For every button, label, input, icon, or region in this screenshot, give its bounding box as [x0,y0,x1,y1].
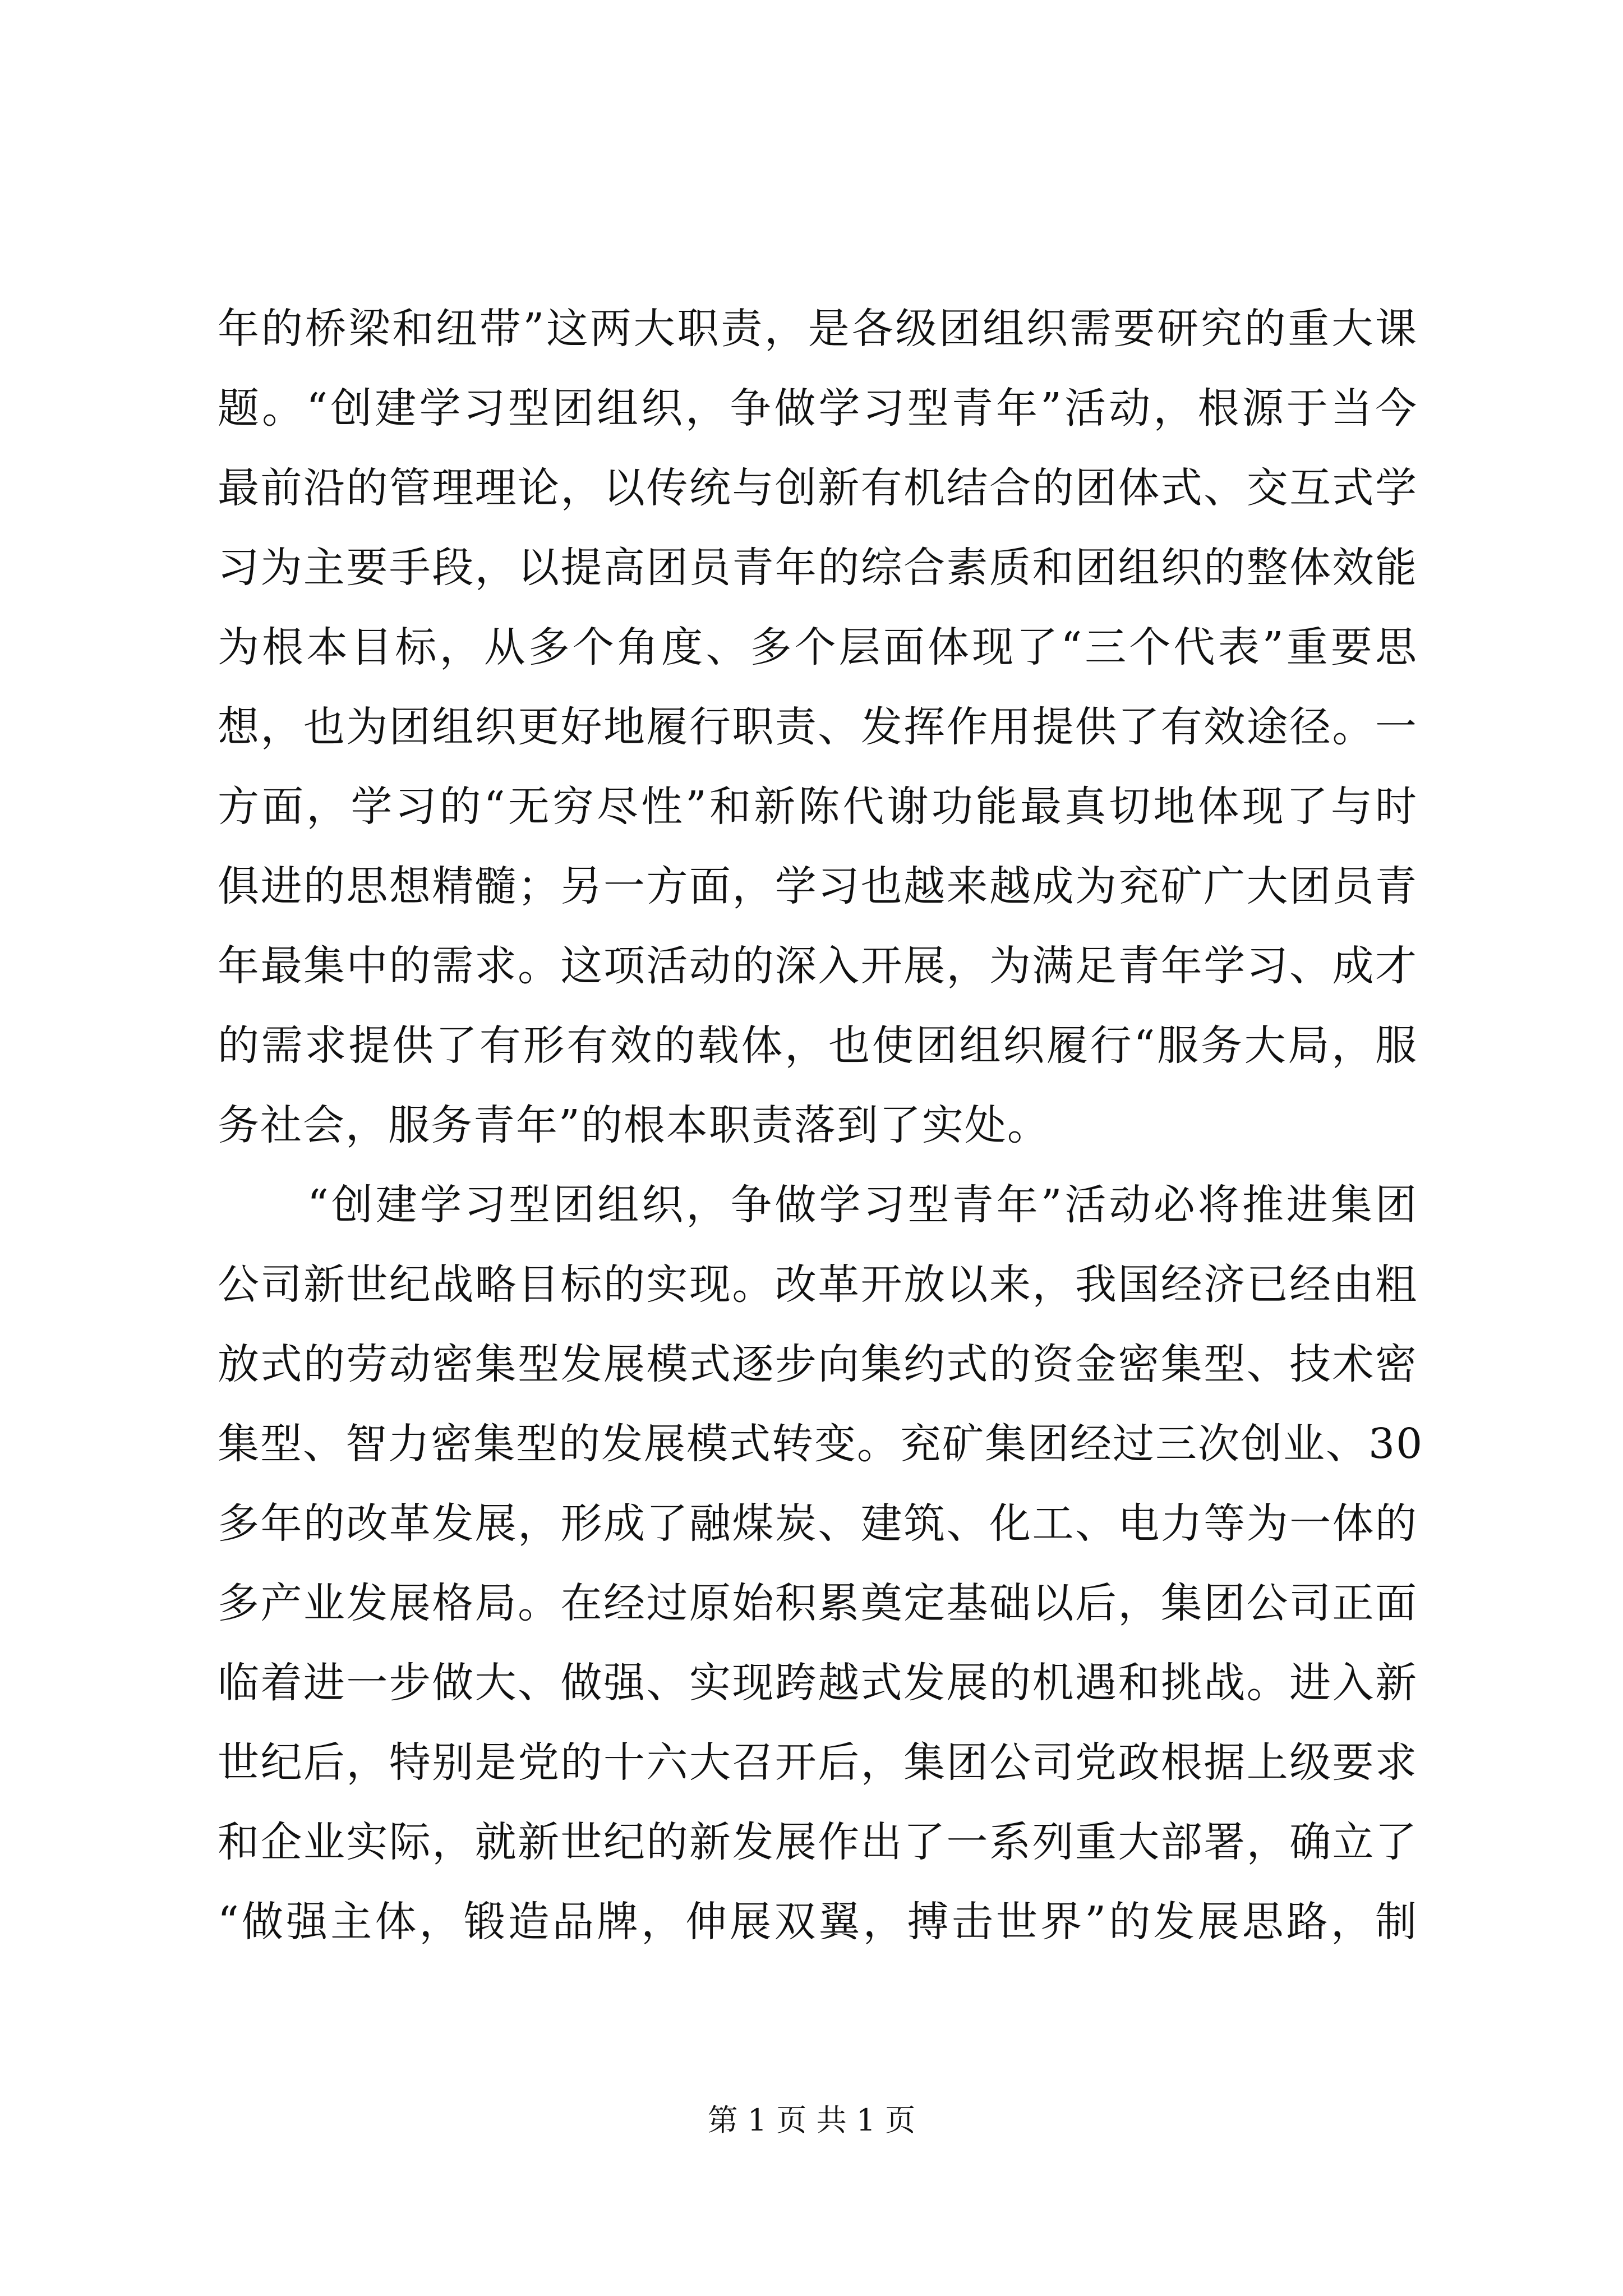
text-line: 放式的劳动密集型发展模式逐步向集约式的资金密集型、技术密 [218,1340,1418,1388]
paragraph-2 [218,1165,1424,1962]
text-line: 题。“创建学习型团组织，争做学习型青年”活动，根源于当今 [218,384,1418,432]
text-line: 年的桥梁和纽带”这两大职责，是各级团组织需要研究的重大课 [218,305,1418,353]
text-line: “创建学习型团组织，争做学习型青年”活动必将推进集团 [307,1181,1418,1229]
page-number-label: 第 1 页 共 1 页 [707,2102,916,2138]
text-line: 和企业实际，就新世纪的新发展作出了一系列重大部署，确立了 [218,1818,1418,1866]
text-line: 多年的改革发展，形成了融煤炭、建筑、化工、电力等为一体的 [218,1499,1418,1548]
text-line: 的需求提供了有形有效的载体，也使团组织履行“服务大局，服 [218,1022,1418,1070]
text-line: 习为主要手段，以提高团员青年的综合素质和团组织的整体效能 [218,544,1418,592]
text-line: 临着进一步做大、做强、实现跨越式发展的机遇和挑战。进入新 [218,1659,1418,1707]
text-line: 方面，学习的“无穷尽性”和新陈代谢功能最真切地体现了与时 [218,783,1418,831]
body-text [218,289,1424,1962]
page-footer [0,2101,1623,2140]
text-line: 多产业发展格局。在经过原始积累奠定基础以后，集团公司正面 [218,1579,1418,1627]
text-line: 集型、智力密集型的发展模式转变。兖矿集团经过三次创业、30 [218,1420,1424,1468]
text-line: 最前沿的管理理论，以传统与创新有机结合的团体式、交互式学 [218,464,1418,512]
text-line: 世纪后，特别是党的十六大召开后，集团公司党政根据上级要求 [218,1738,1418,1787]
text-line: 为根本目标，从多个角度、多个层面体现了“三个代表”重要思 [218,623,1418,671]
text-line: 务社会，服务青年”的根本职责落到了实处。 [218,1101,1050,1149]
text-line: 想，也为团组织更好地履行职责、发挥作用提供了有效途径。一 [218,703,1418,751]
text-line: 公司新世纪战略目标的实现。改革开放以来，我国经济已经由粗 [218,1260,1418,1309]
paragraph-1 [218,289,1418,1165]
text-line: 年最集中的需求。这项活动的深入开展，为满足青年学习、成才 [218,942,1418,990]
text-line: “做强主体，锻造品牌，伸展双翼，搏击世界”的发展思路，制 [218,1898,1418,1946]
text-line: 俱进的思想精髓；另一方面，学习也越来越成为兖矿广大团员青 [218,862,1418,910]
